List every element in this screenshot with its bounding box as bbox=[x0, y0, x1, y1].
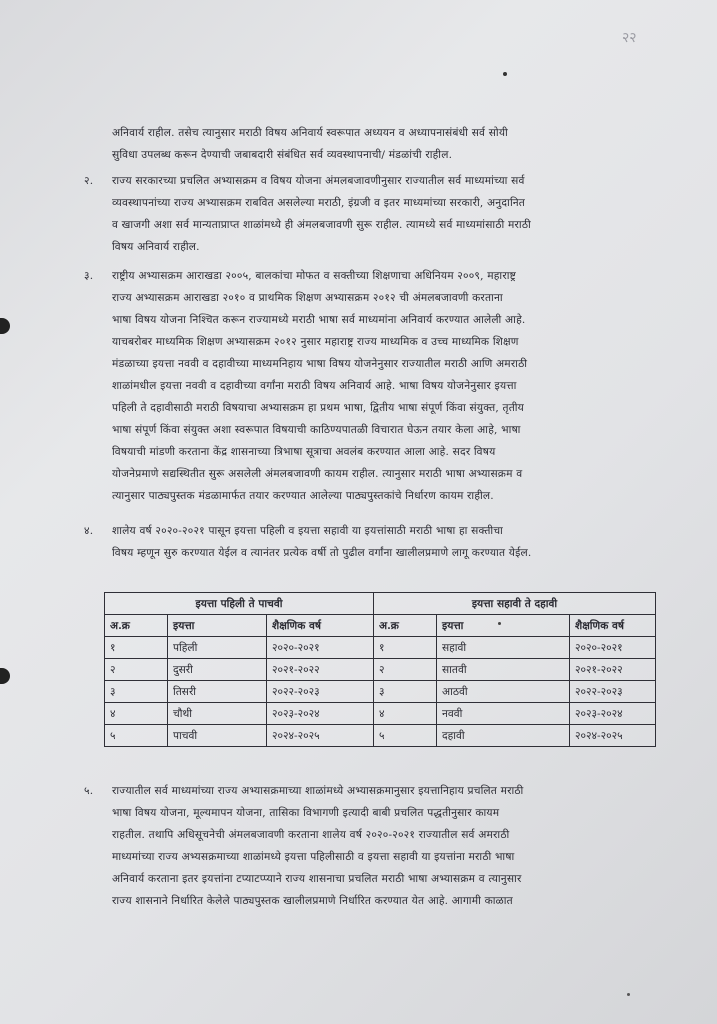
column-header: अ.क्र bbox=[105, 615, 168, 637]
table-row bbox=[105, 725, 656, 747]
table-row bbox=[105, 637, 656, 659]
point-number: २. bbox=[84, 175, 94, 187]
table-cell: १ bbox=[105, 637, 168, 659]
table-cell: २ bbox=[105, 659, 168, 681]
point-2-paragraph bbox=[84, 170, 660, 258]
table-cell: २०२३-२०२४ bbox=[267, 703, 374, 725]
point-2-line: व खाजगी अशा सर्व मान्यताप्राप्त शाळांमध्ये ही अंमलबजावणी सुरू राहील. त्यामध्ये सर्व माध्यमांसाठी मराठी bbox=[112, 219, 531, 231]
column-header: इयत्ता bbox=[168, 615, 267, 637]
point-5-line: राहतील. तथापि अधिसूचनेची अंमलबजावणी करताना शालेय वर्ष २०२०-२०२१ राज्यातील सर्व अमराठी bbox=[112, 829, 510, 841]
table-cell: दहावी bbox=[437, 725, 570, 747]
point-2-line: व्यवस्थापनांच्या राज्य अभ्यासक्रम राबवित असलेल्या मराठी, इंग्रजी व इतर माध्यमांच्या सरकारी, अनुदानित bbox=[112, 197, 526, 209]
table-cell: चौथी bbox=[168, 703, 267, 725]
point-3-paragraph bbox=[84, 265, 660, 507]
group-header-right: इयत्ता सहावी ते दहावी bbox=[374, 593, 656, 615]
table-row bbox=[105, 659, 656, 681]
table-group-row bbox=[105, 593, 656, 615]
point-3-line: विषयाची मांडणी करताना केंद्र शासनाच्या त्रिभाषा सूत्राचा अवलंब करण्यात आला आहे. सदर विषय bbox=[112, 446, 496, 458]
point-5-paragraph bbox=[84, 780, 660, 912]
ink-mark bbox=[498, 622, 501, 625]
table-header-row bbox=[105, 615, 656, 637]
table-cell: ५ bbox=[105, 725, 168, 747]
table-cell: २०२०-२०२१ bbox=[570, 637, 656, 659]
intro-line: अनिवार्य राहील. तसेच त्यानुसार मराठी विषय अनिवार्य स्वरूपात अध्ययन व अध्यापनासंबंधी सर्व सोयी bbox=[112, 127, 508, 139]
point-3-line: राष्ट्रीय अभ्यासक्रम आराखडा २००५, बालकांचा मोफत व सक्तीच्या शिक्षणाचा अधिनियम २००९, महाराष्ट्र bbox=[112, 270, 517, 282]
point-5-line: राज्य शासनाने निर्धारित केलेले पाठ्यपुस्तक खालीलप्रमाणे निर्धारित करण्यात येत आहे. आगामी काळात bbox=[112, 895, 513, 907]
point-number: ३. bbox=[84, 270, 94, 282]
intro-line: सुविधा उपलब्ध करून देण्याची जबाबदारी संबंधित सर्व व्यवस्थापनाची/ मंडळांची राहील. bbox=[112, 149, 453, 161]
table-cell: २०२३-२०२४ bbox=[570, 703, 656, 725]
point-5-line: माध्यमांच्या राज्य अभ्यसक्रमाच्या शाळांमध्ये इयत्ता पहिलीसाठी व इयत्ता सहावी या इयत्तांना मराठी भाषा bbox=[112, 851, 515, 863]
point-3-line: मंडळाच्या इयत्ता नववी व दहावीच्या माध्यमनिहाय भाषा विषय योजनेनुसार राज्यातील मराठी आणि अमराठी bbox=[112, 358, 528, 370]
point-3-line: त्यानुसार पाठ्यपुस्तक मंडळामार्फत तयार करण्यात आलेल्या पाठ्यपुस्तकांचे निर्धारण कायम राहील. bbox=[112, 490, 494, 502]
point-2-line: विषय अनिवार्य राहील. bbox=[112, 241, 200, 253]
table-cell: २०२४-२०२५ bbox=[267, 725, 374, 747]
ink-dot bbox=[627, 993, 630, 996]
table-cell: सातवी bbox=[437, 659, 570, 681]
column-header: शैक्षणिक वर्ष bbox=[570, 615, 656, 637]
table-cell: ४ bbox=[105, 703, 168, 725]
point-4-line: शालेय वर्ष २०२०-२०२१ पासून इयत्ता पहिली व इयत्ता सहावी या इयत्तांसाठी मराठी भाषा हा सक्तीचा bbox=[112, 525, 503, 537]
column-header: इयत्ता bbox=[437, 615, 570, 637]
intro-paragraph bbox=[112, 122, 660, 166]
point-2-line: राज्य सरकारच्या प्रचलित अभ्यासक्रम व विषय योजना अंमलबजावणीनुसार राज्यातील सर्व माध्यमांच्या सर्व bbox=[112, 175, 525, 187]
table-cell: ४ bbox=[374, 703, 437, 725]
table-row bbox=[105, 703, 656, 725]
table-cell: पाचवी bbox=[168, 725, 267, 747]
column-header: शैक्षणिक वर्ष bbox=[267, 615, 374, 637]
point-3-line: याचबरोबर माध्यमिक शिक्षण अभ्यासक्रम २०१२ नुसार महाराष्ट्र राज्य माध्यमिक व उच्च माध्यमिक शिक्षण bbox=[112, 336, 519, 348]
table-cell: ३ bbox=[105, 681, 168, 703]
table-row bbox=[105, 681, 656, 703]
class-schedule-table bbox=[104, 592, 656, 747]
column-header: अ.क्र bbox=[374, 615, 437, 637]
table-cell: २०२४-२०२५ bbox=[570, 725, 656, 747]
punch-hole-lower bbox=[0, 668, 10, 684]
table-cell: दुसरी bbox=[168, 659, 267, 681]
page-number: २२ bbox=[622, 30, 637, 46]
point-3-line: शाळांमधील इयत्ता नववी व दहावीच्या वर्गांना मराठी विषय अनिवार्य आहे. भाषा विषय योजनेनुसार इयत्ता bbox=[112, 380, 517, 392]
point-3-line: राज्य अभ्यासक्रम आराखडा २०१० व प्राथमिक शिक्षण अभ्यासक्रम २०१२ ची अंमलबजावणी करताना bbox=[112, 292, 503, 304]
point-4-line: विषय म्हणून सुरु करण्यात येईल व त्यानंतर प्रत्येक वर्षी तो पुढील वर्गांना खालीलप्रमाणे लागू करण्यात येईल. bbox=[112, 547, 532, 559]
table-cell: सहावी bbox=[437, 637, 570, 659]
table-cell: २०२०-२०२१ bbox=[267, 637, 374, 659]
point-3-line: योजनेप्रमाणे सद्यस्थितीत सुरू असलेली अंमलबजावणी कायम राहील. त्यानुसार मराठी भाषा अभ्यासक्रम व bbox=[112, 468, 523, 480]
table-cell: २०२१-२०२२ bbox=[267, 659, 374, 681]
point-5-line: भाषा विषय योजना, मूल्यमापन योजना, तासिका विभागणी इत्यादी बाबी प्रचलित पद्धतीनुसार कायम bbox=[112, 807, 500, 819]
table-cell: ३ bbox=[374, 681, 437, 703]
group-header-left: इयत्ता पहिली ते पाचवी bbox=[105, 593, 374, 615]
point-3-line: पहिली ते दहावीसाठी मराठी विषयाचा अभ्यासक्रम हा प्रथम भाषा, द्वितीय भाषा संपूर्ण किंवा संयुक्त, तृतीय bbox=[112, 402, 525, 414]
table-cell: १ bbox=[374, 637, 437, 659]
table-cell: नववी bbox=[437, 703, 570, 725]
point-number: ४. bbox=[84, 525, 94, 537]
table-cell: २०२२-२०२३ bbox=[267, 681, 374, 703]
table-cell: आठवी bbox=[437, 681, 570, 703]
point-number: ५. bbox=[84, 785, 94, 797]
table-cell: ५ bbox=[374, 725, 437, 747]
table-cell: पहिली bbox=[168, 637, 267, 659]
point-5-line: राज्यातील सर्व माध्यमांच्या राज्य अभ्यासक्रमाच्या शाळांमध्ये अभ्यासक्रमानुसार इयत्तानिहाय प्रचलित मराठी bbox=[112, 785, 524, 797]
point-4-paragraph bbox=[84, 520, 660, 564]
table-cell: २०२१-२०२२ bbox=[570, 659, 656, 681]
point-3-line: भाषा संपूर्ण किंवा संयुक्त अशा स्वरूपात विषयाची काठिण्यपातळी विचारात घेऊन तयार केला आहे, भाषा bbox=[112, 424, 521, 436]
table-cell: २०२२-२०२३ bbox=[570, 681, 656, 703]
point-3-line: भाषा विषय योजना निश्चित करून राज्यामध्ये मराठी भाषा सर्व माध्यमांना अनिवार्य करण्यात आलेली आहे. bbox=[112, 314, 526, 326]
ink-dot bbox=[503, 72, 507, 76]
table-cell: २ bbox=[374, 659, 437, 681]
table-cell: तिसरी bbox=[168, 681, 267, 703]
point-5-line: अनिवार्य करताना इतर इयत्तांना टप्याटप्प्याने राज्य शासनाचा प्रचलित मराठी भाषा अभ्यासक्रम व त्यानुसार bbox=[112, 873, 522, 885]
punch-hole-upper bbox=[0, 318, 10, 334]
